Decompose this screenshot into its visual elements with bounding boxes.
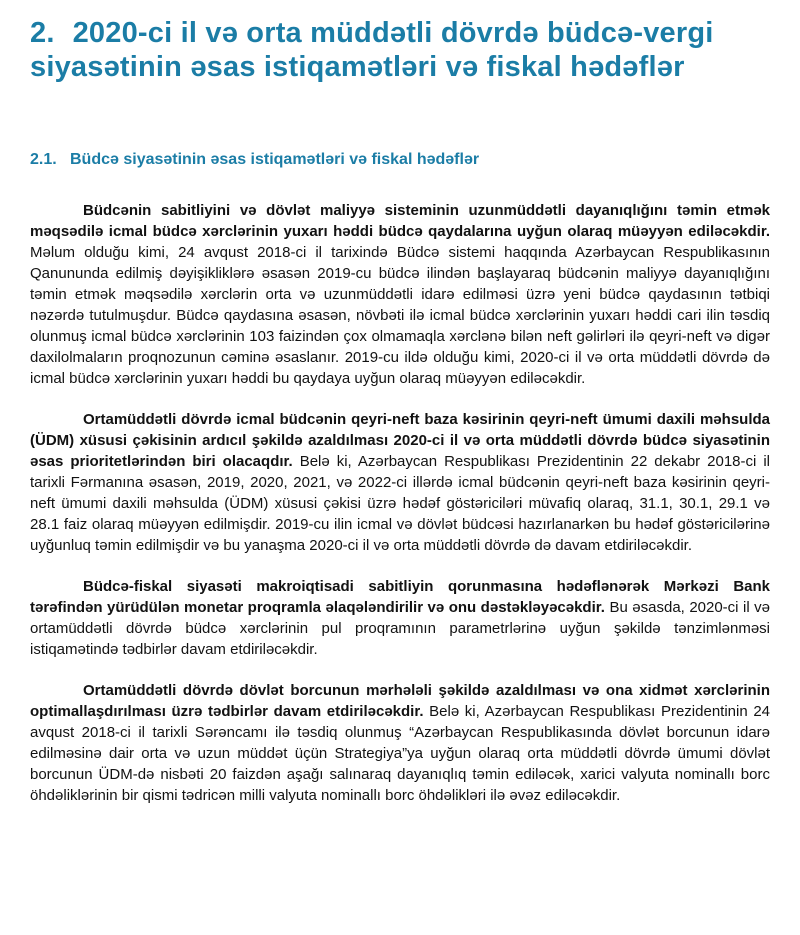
section-title: Büdcə siyasətinin əsas istiqamətləri və fiskal hədəflər (70, 151, 480, 168)
paragraph-rest: Məlum olduğu kimi, 24 avqust 2018-ci il tarixində Büdcə sistemi haqqında Azərbaycan Respublikasının Qanununda edilmiş dəyişikliklərə əsasən 2019-cu büdcə ilindən başlayaraq büdcənin maliyyə dayanıqlığını təmin etmək məqsədilə xərclərin orta və uzunmüddətli idarə edilməsi üzrə yeni büdcə qaydasının tətbiqi nəzərdə tutulmuşdur. Büdcə qaydasına əsasən, növbəti ilə icmal büdcə xərclərinin yuxarı həddi cari ilin təsdiq olunmuş icmal büdcə xərclərinin 103 faizindən çox olmamaqla xərclənə bilən neft gəlirləri ilə qeyri-neft və digər daxilolmaların proqnozunun cəminə əsaslanır. 2019-cu ildə olduğu kimi, 2020-ci il və orta müddətli dövrdə də icmal büdcə xərclərinin yuxarı həddi bu qaydaya uyğun olaraq müəyyən ediləcəkdir. (30, 244, 770, 387)
paragraph (30, 200, 770, 389)
paragraph (30, 576, 770, 660)
paragraph-rest: Bu əsasda, 2020-ci il və ortamüddətli dövrdə büdcə xərclərinin pul proqramının parametrlərinə uyğun şəkildə tənzimlənməsi istiqamətində tədbirlər davam etdiriləcəkdir. (30, 599, 771, 658)
paragraph-lead: Ortamüddətli dövrdə dövlət borcunun mərhələli şəkildə azaldılması və ona xidmət xərclərinin optimallaşdırılması üzrə tədbirlər davam etdiriləcəkdir. (30, 682, 770, 720)
paragraph-rest: Belə ki, Azərbaycan Respublikası Prezidentinin 24 avqust 2018-ci il tarixli Sərəncamı ilə təsdiq olunmuş “Azərbaycan Respublikasında dövlət borcunun idarə edilməsinə dair orta və uzun müddət üçün Strategiya”ya uyğun olaraq orta müddətli dövrdə ümumi dövlət borcunun ÜDM-də nisbəti 20 faizdən aşağı salınaraq dayanıqlıq təmin ediləcək, xarici valyuta nominallı borc öhdəliklərinin bir qismi tədricən milli valyuta nominallı borc öhdəlikləri ilə əvəz ediləcəkdir. (30, 703, 770, 804)
paragraph-rest: Belə ki, Azərbaycan Respublikası Prezidentinin 22 dekabr 2018-ci il tarixli Fərmanına əsasən, 2019, 2020, 2021, və 2022-ci illərdə icmal büdcənin qeyri-neft baza kəsirinin qeyri-neft ümumi daxili məhsulda (ÜDM) xüsusi çəkisi üzrə hədəf göstəriciləri müvafiq olaraq, 31.1, 30.1, 29.1 və 28.1 faiz olaraq müəyyən edilmişdir. 2019-cu ilin icmal və dövlət büdcəsi hazırlanarkən bu hədəf göstəricilərinə uyğunluq təmin edilmişdir və bu yanaşma 2020-ci il və orta müddətli dövrdə də davam etdiriləcəkdir. (30, 453, 770, 554)
page-title (30, 16, 770, 84)
paragraph (30, 409, 770, 556)
section-number: 2.1. (30, 151, 57, 168)
document-body (30, 200, 770, 806)
paragraph-lead: Ortamüddətli dövrdə icmal büdcənin qeyri-neft baza kəsirinin qeyri-neft ümumi daxili məhsulda (ÜDM) xüsusi çəkisinin ardıcıl şəkildə azaldılması 2020-ci il və orta müddətli dövrdə büdcə siyasətinin əsas prioritetlərindən biri olacaqdır. (30, 411, 770, 470)
title-number: 2. (30, 17, 55, 49)
paragraph-lead: Büdcənin sabitliyini və dövlət maliyyə sisteminin uzunmüddətli dayanıqlığını təmin etmək məqsədilə icmal büdcə xərclərinin yuxarı həddi büdcə qaydalarına uyğun olaraq müəyyən ediləcəkdir. (30, 202, 770, 240)
section-heading (30, 150, 770, 170)
title-text: 2020-ci il və orta müddətli dövrdə büdcə-vergi siyasətinin əsas istiqamətləri və fiskal hədəflər (30, 17, 714, 83)
paragraph-lead: Büdcə-fiskal siyasəti makroiqtisadi sabitliyin qorunmasına hədəflənərək Mərkəzi Bank tərəfindən yürüdülən monetar proqramla əlaqələndirilir və onu dəstəkləyəcəkdir. (30, 578, 770, 616)
paragraph (30, 680, 770, 806)
